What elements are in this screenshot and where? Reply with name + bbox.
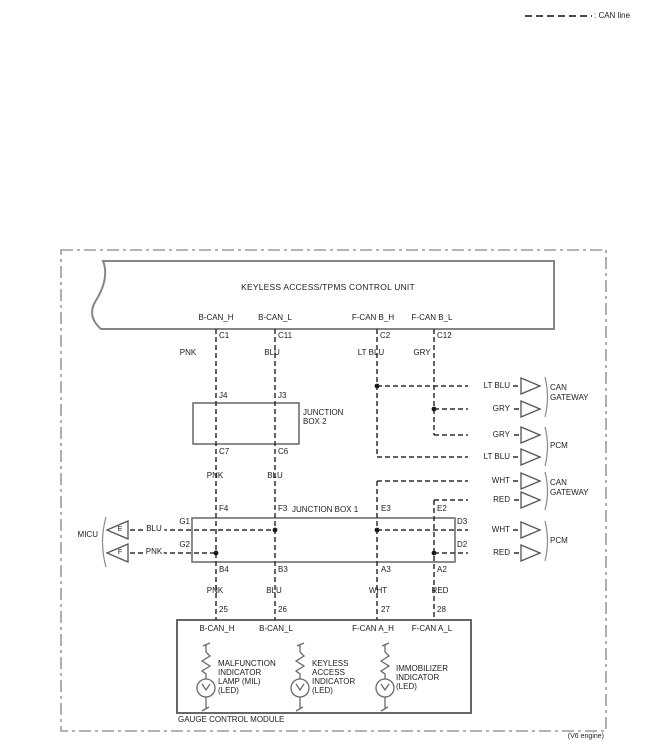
wire-color-label: BLU bbox=[264, 348, 280, 357]
pin-label: F3 bbox=[278, 504, 288, 513]
target-module-name: GATEWAY bbox=[550, 488, 589, 497]
pin-label: B4 bbox=[219, 565, 229, 574]
junction-box-2-outline bbox=[193, 403, 299, 444]
junction-box-2-name: BOX 2 bbox=[303, 417, 327, 426]
target-module-name: PCM bbox=[550, 536, 568, 545]
signal-arrow-icons bbox=[521, 378, 540, 561]
pin-number-label: 26 bbox=[278, 605, 287, 614]
pin-label: C7 bbox=[219, 447, 230, 456]
indicator-label: (LED) bbox=[312, 686, 333, 695]
indicator-label: INDICATOR bbox=[218, 668, 262, 677]
pin-label: B3 bbox=[278, 565, 288, 574]
indicator-label: INDICATOR bbox=[312, 677, 356, 686]
pin-label: E2 bbox=[437, 504, 447, 513]
engine-variant-note: (V6 engine) bbox=[567, 733, 604, 740]
can-wires bbox=[130, 329, 519, 620]
micu-pin-letter: F bbox=[117, 549, 123, 556]
micu-pin-letter: E bbox=[117, 526, 123, 533]
indicator-label: (LED) bbox=[396, 682, 417, 691]
pin-signal-label: F-CAN B_H bbox=[351, 313, 395, 322]
wire-color-label: PNK bbox=[145, 547, 163, 556]
pin-signal-label: B-CAN_H bbox=[199, 624, 235, 633]
pin-signal-label: F-CAN A_L bbox=[411, 624, 453, 633]
wire-color-label: PNK bbox=[206, 471, 224, 480]
connector-label: C11 bbox=[278, 331, 293, 340]
pin-signal-label: F-CAN B_L bbox=[411, 313, 453, 322]
indicator-label: KEYLESS bbox=[312, 659, 349, 668]
wire-color-label: GRY bbox=[413, 348, 431, 357]
wire-color-label: BLU bbox=[146, 524, 162, 533]
wire-color-label: LT BLU bbox=[468, 452, 512, 461]
target-module-name: PCM bbox=[550, 441, 568, 450]
indicator-label: ACCESS bbox=[312, 668, 345, 677]
pin-number-label: 25 bbox=[219, 605, 228, 614]
pin-signal-label: F-CAN A_H bbox=[352, 624, 394, 633]
keyless-unit-title: KEYLESS ACCESS/TPMS CONTROL UNIT bbox=[241, 282, 415, 292]
wire-color-label: GRY bbox=[468, 404, 512, 413]
micu-label: MICU bbox=[77, 530, 98, 539]
indicator-label: INDICATOR bbox=[396, 673, 440, 682]
indicator-label: (LED) bbox=[218, 686, 239, 695]
pin-label: G2 bbox=[179, 540, 190, 549]
wire-color-label: PNK bbox=[179, 348, 197, 357]
pin-label: F4 bbox=[219, 504, 229, 513]
indicator-label: MALFUNCTION bbox=[218, 659, 276, 668]
target-module-name: CAN bbox=[550, 383, 567, 392]
connector-label: C2 bbox=[380, 331, 391, 340]
pin-signal-label: B-CAN_L bbox=[258, 313, 292, 322]
target-module-name: GATEWAY bbox=[550, 393, 589, 402]
pin-signal-label: B-CAN_H bbox=[198, 313, 234, 322]
connector-label: C12 bbox=[437, 331, 452, 340]
pin-label: G1 bbox=[179, 517, 190, 526]
wire-color-label: LT BLU bbox=[468, 381, 512, 390]
target-module-name: CAN bbox=[550, 478, 567, 487]
keyless-unit-box bbox=[92, 261, 554, 329]
indicator-label: LAMP (MIL) bbox=[218, 677, 261, 686]
wire-color-label: WHT bbox=[468, 476, 512, 485]
pin-signal-label: B-CAN_L bbox=[259, 624, 293, 633]
connector-label: C1 bbox=[219, 331, 230, 340]
pin-label: D3 bbox=[457, 517, 468, 526]
pin-label: C6 bbox=[278, 447, 289, 456]
legend-can-line-label: : CAN line bbox=[594, 11, 631, 20]
indicator-label: IMMOBILIZER bbox=[396, 664, 449, 673]
pin-label: E3 bbox=[381, 504, 391, 513]
pin-number-label: 28 bbox=[437, 605, 446, 614]
wire-color-label: PNK bbox=[206, 586, 224, 595]
wire-color-label: RED bbox=[468, 495, 512, 504]
wire-color-label: RED bbox=[468, 548, 512, 557]
pin-label: J3 bbox=[278, 391, 287, 400]
wire-color-label: GRY bbox=[468, 430, 512, 439]
wire-color-label: WHT bbox=[368, 586, 388, 595]
junction-box-2-name: JUNCTION bbox=[303, 408, 344, 417]
pin-number-label: 27 bbox=[381, 605, 390, 614]
wire-color-label: BLU bbox=[267, 471, 283, 480]
junction-box-1-name: JUNCTION BOX 1 bbox=[292, 505, 359, 514]
pin-label: A2 bbox=[437, 565, 447, 574]
pin-label: A3 bbox=[381, 565, 391, 574]
wire-color-label: WHT bbox=[468, 525, 512, 534]
wire-color-label: LT BLU bbox=[357, 348, 385, 357]
wire-color-label: RED bbox=[431, 586, 449, 595]
wire-color-label: BLU bbox=[266, 586, 282, 595]
junction-box-1-outline bbox=[192, 518, 455, 562]
gauge-module-name: GAUGE CONTROL MODULE bbox=[178, 715, 285, 724]
pin-label: D2 bbox=[457, 540, 468, 549]
pin-label: J4 bbox=[219, 391, 228, 400]
